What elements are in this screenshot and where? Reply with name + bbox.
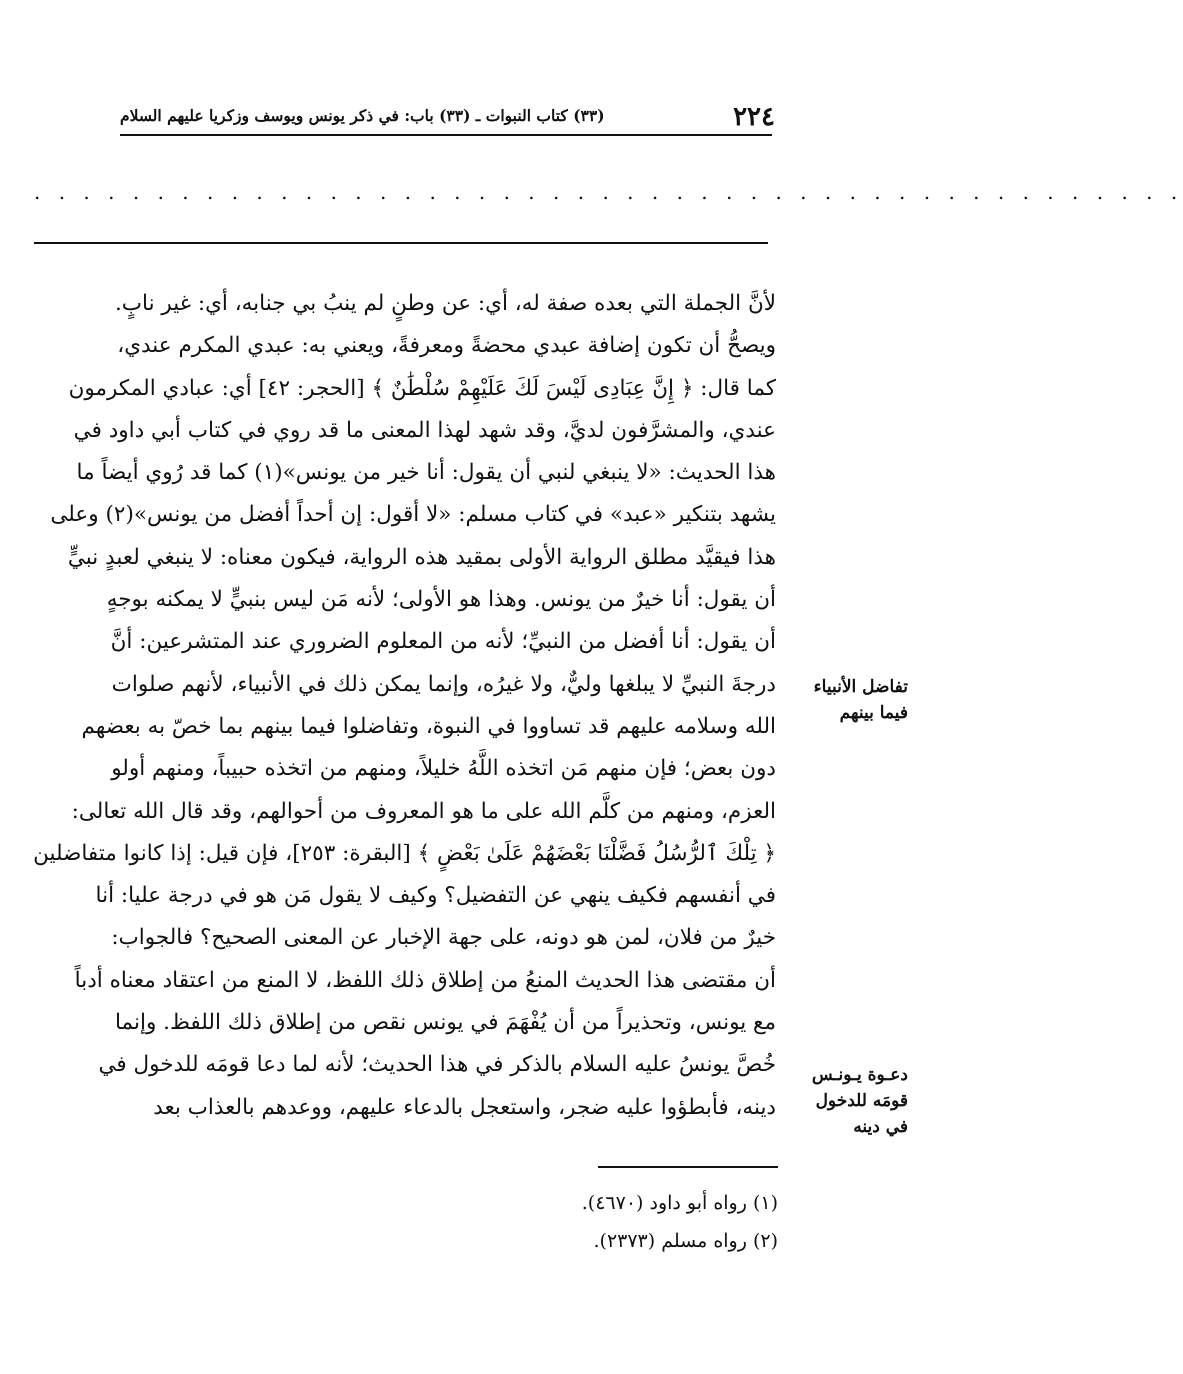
- footnote-2: (٢) رواه مسلم (٢٣٧٣).: [593, 1230, 778, 1252]
- margin-heading-prophets-ranking: تفاضل الأنبياء فيما بينهم: [813, 677, 908, 723]
- text-line: هذا فيقيَّد مطلق الرواية الأولى بمقيد هذه الرواية، فيكون معناه: لا ينبغي لعبدٍ نبيٍّ: [67, 544, 776, 570]
- commentary-text: [20, 283, 776, 1129]
- text-line: دينه، فأبطؤوا عليه ضجر، واستعجل بالدعاء عليهم، ووعدهم بالعذاب بعد: [153, 1094, 776, 1120]
- running-header-title: (٣٣) كتاب النبوات ـ (٣٣) باب: في ذكر يونس ويوسف وزكريا عليهم السلام: [120, 106, 605, 125]
- text-line: في أنفسهم فكيف ينهي عن التفضيل؟ وكيف لا يقول مَن هو في درجة عليا: أنا: [95, 883, 776, 909]
- omission-dots: . . . . . . . . . . . . . . . . . . . . . . . . . . . . . . . . . . . . . . . . . . . . . . .: [34, 180, 1183, 204]
- body-separator-rule: [34, 242, 768, 244]
- text-line: أن يقول: أنا خيرٌ من يونس. وهذا هو الأولى؛ لأنه مَن ليس بنبيٍّ لا يمكنه بوجهٍ: [106, 587, 776, 613]
- text-line: ويصحُّ أن تكون إضافة عبدي محضةً ومعرفةً، ويعني به: عبدي المكرم عندي،: [117, 333, 776, 359]
- footnote-rule: [598, 1166, 778, 1168]
- text-line: أن يقول: أنا أفضل من النبيِّ؛ لأنه من المعلوم الضروري عند المتشرعين: أنَّ: [110, 629, 776, 655]
- footnote-1: (١) رواه أبو داود (٤٦٧٠).: [581, 1192, 778, 1214]
- text-line: دون بعض؛ فإن منهم مَن اتخذه اللَّهُ خليلاً، ومنهم من اتخذه حبيباً، ومنهم أولو: [111, 756, 776, 782]
- text-line: كما قال: ﴿ إِنَّ عِبَادِى لَيْسَ لَكَ عَلَيْهِمْ سُلْطَٰنٌ ﴾ [الحجر: ٤٢] أي: عبادي المكرمون: [68, 375, 776, 401]
- text-line: مع يونس، وتحذيراً من أن يُفْهَمَ في يونس نقص من إطلاق ذلك اللفظ. وإنما: [115, 1010, 776, 1036]
- text-line: درجةَ النبيِّ لا يبلغها وليٌّ، ولا غيرُه، وإنما يمكن ذلك في الأنبياء، لأنهم صلوات: [111, 671, 776, 697]
- text-line: العزم، ومنهم من كلَّم الله على ما هو المعروف من أحوالهم، وقد قال الله تعالى:: [71, 798, 776, 824]
- margin-heading-yunus-call: دعـوة يـونـس قومَه للدخول في دينه: [811, 1065, 908, 1137]
- header-rule: [120, 134, 772, 136]
- text-line: هذا الحديث: «لا ينبغي لنبي أن يقول: أنا خير من يونس»(١) كما قد رُوي أيضاً ما: [76, 460, 776, 486]
- text-line: الله وسلامه عليهم قد تساووا في النبوة، وتفاضلوا فيما بينهم بما خصّ به بعضهم: [81, 713, 776, 739]
- text-line: خُصَّ يونسُ عليه السلام بالذكر في هذا الحديث؛ لأنه لما دعا قومَه للدخول في: [98, 1052, 776, 1078]
- text-line: عندي، والمشرَّفون لديَّ، وقد شهد لهذا المعنى ما قد روي في كتاب أبي داود في: [73, 417, 776, 443]
- text-line: ﴿ تِلْكَ ٱلرُّسُلُ فَضَّلْنَا بَعْضَهُمْ عَلَىٰ بَعْضٍ ﴾ [البقرة: ٢٥٣]، فإن قيل: إذا كانوا متفاضلين: [33, 840, 776, 866]
- text-line: خيرٌ من فلان، لمن هو دونه، على جهة الإخبار عن المعنى الصحيح؟ فالجواب:: [111, 925, 776, 951]
- page-number: ٢٢٤: [733, 102, 775, 132]
- text-line: أن مقتضى هذا الحديث المنعُ من إطلاق ذلك اللفظ، لا المنع من اعتقاد معناه أدباً: [74, 967, 776, 993]
- text-line: لأنَّ الجملة التي بعده صفة له، أي: عن وطنٍ لم ينبُ بي جنابه، أي: غير نابٍ.: [114, 291, 776, 316]
- text-line: يشهد بتنكير «عبد» في كتاب مسلم: «لا أقول: إن أحداً أفضل من يونس»(٢) وعلى: [50, 502, 776, 528]
